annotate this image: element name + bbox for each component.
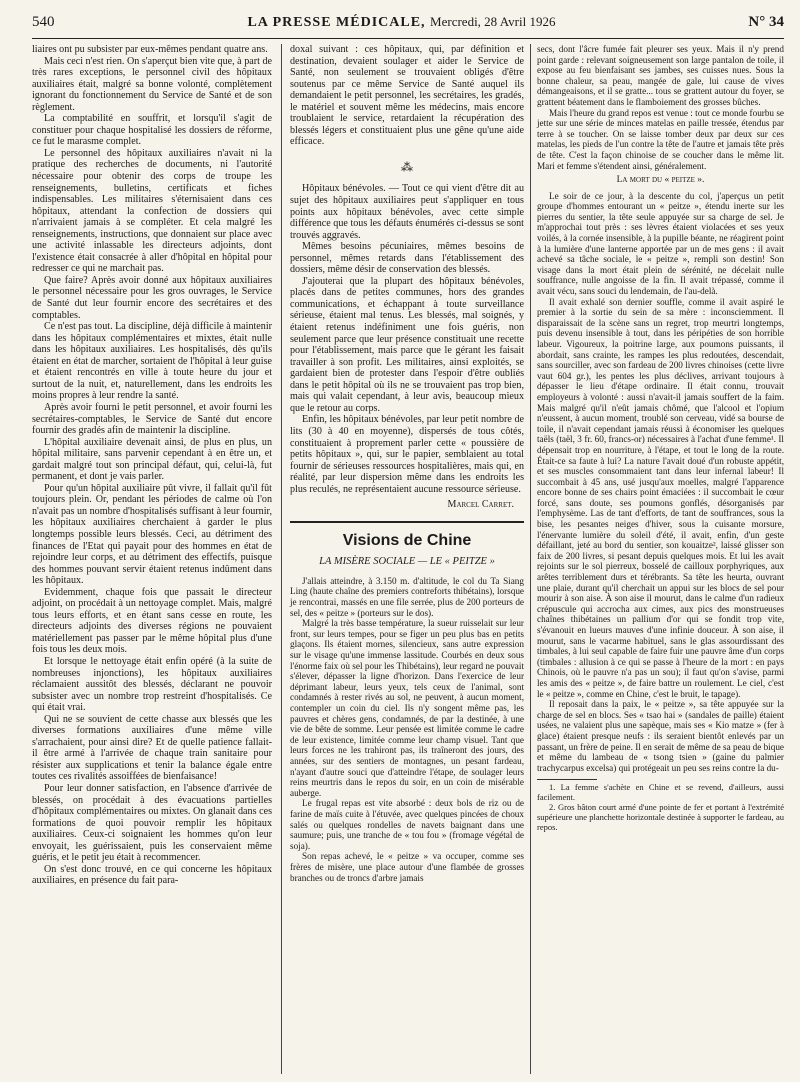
paragraph: Son repas achevé, le « peitze » va occuper, comme ses frères de misère, une place autour d'une flambée de grosses branches ou de troncs d'arbre jamais bbox=[290, 851, 524, 883]
paragraph: Mêmes besoins pécuniaires, mêmes besoins de personnel, mêmes retards dans l'établissement des dossiers, même désir de conservation des blessés. bbox=[290, 241, 524, 276]
paragraph: Qui ne se souvient de cette chasse aux blessés que les diverses formations auxiliaires d'une même ville s'arrachaient, pour ainsi dire? Et de quelle patience fallait-il être armé à l'arrivée de chaque train sanitaire pour résister aux supplications et tenir la balance égale entre toutes ces rivalités assoiffées de bienfaisance! bbox=[32, 713, 272, 783]
paragraph: liaires ont pu subsister par eux-mêmes pendant quatre ans. bbox=[32, 44, 268, 55]
running-title bbox=[55, 14, 749, 31]
footnote: 1. La femme s'achète en Chine et se revend, d'ailleurs, aussi facilement. bbox=[537, 782, 784, 803]
subsection-heading: La mort du « peitze ». bbox=[616, 175, 705, 186]
paragraph: secs, dont l'âcre fumée fait pleurer ses yeux. Mais il n'y prend point garde : relevant soigneusement son large pantalon de toile, il expose au feu bienfaisant ses jambes, ses cuisses nues. Sous la bonne chaleur, sa peau, mangée de gale, lui cause de vives démangeaisons, et il se gratte... tous se grattent autour du foyer, se grattent béatement dans le flamboiement des grosses bûches. bbox=[537, 44, 784, 107]
footnote: 2. Gros bâton court armé d'une pointe de fer et portant à l'extrémité supérieure une planchette horizontale destinée à supporter le fardeau, au repos. bbox=[537, 801, 784, 832]
section-rule bbox=[290, 521, 524, 523]
column-1 bbox=[32, 44, 272, 1076]
paragraph: Enfin, les hôpitaux bénévoles, par leur petit nombre de lits (30 à 40 en moyenne), dispersés de tous côtés, constituaient à proprement parler cette « poussière de petits hôpitaux », qui, sur le papier, semblaient au total fournir de sérieuses ressources hospitalières, mais qui, en réalité, par leur dispersion même dans les endroits les plus reculés, ne représentaient aucune ressource sérieuse. bbox=[290, 414, 524, 495]
paragraph: Et lorsque le nettoyage était enfin opéré (à la suite de nombreuses injonctions), les hôpitaux auxiliaires réclamaient aussitôt des blessés, déclarant ne pouvoir subsister avec un nombre trop restreint d'hospitalisés. Ce qui était vrai. bbox=[32, 655, 272, 714]
paragraph: La comptabilité en souffrit, et lorsqu'il s'agit de constituer pour chaque hospitalisé les dossiers de réforme, ce fut le marasme complet. bbox=[32, 113, 272, 148]
column-divider bbox=[281, 44, 282, 1074]
paragraph: Pour leur donner satisfaction, en l'absence d'arrivée de blessés, on procédait à des évacuations partielles d'hôpitaux complémentaires ou mixtes. On glanait dans ces formations de quoi pouvoir remplir les hôpitaux auxiliaires. Ceux-ci soignaient les hommes qu'on leur envoyait, les guérissaient, puis les conservaient même guéris, et le petit jeu était à recommencer. bbox=[32, 783, 272, 864]
column-2 bbox=[290, 44, 524, 883]
footnote-rule bbox=[537, 779, 597, 780]
section-subtitle: LA MISÈRE SOCIALE — LE « PEITZE » bbox=[319, 556, 495, 568]
page-number: 540 bbox=[32, 14, 55, 30]
section-separator-asterism: ⁂ bbox=[401, 159, 413, 174]
column-divider bbox=[530, 44, 531, 1074]
issue-date: Mercredi, 28 Avril 1926 bbox=[430, 14, 556, 29]
paragraph: Evidemment, chaque fois que passait le directeur adjoint, on procédait à un nettoyage complet. Mais, malgré tous leurs efforts, et en étant sans cesse en route, les directeurs adjoints des diverses régions ne pouvaient matériellement pas passer par le même hôpital plus d'une fois tous les deux mois. bbox=[32, 586, 272, 656]
paragraph: Que faire? Après avoir donné aux hôpitaux auxiliaires le personnel nécessaire pour les gros ouvrages, le Service de Santé dut leur fournir encore des secrétaires et des comptables. bbox=[32, 274, 272, 321]
paragraph: L'hôpital auxiliaire devenait ainsi, de plus en plus, un hôpital militaire, sans parvenir cependant à en être un, et gardait malgré tout son principal défaut, qui, celui-là, fut permanent, et dont je vais parler. bbox=[32, 436, 272, 483]
paragraph: Mais l'heure du grand repos est venue : tout ce monde fourbu se jette sur une série de minces matelas en paille tressée, étendus par terre à se toucher. On se laisse tomber deux par deux sur ces matelas, les pieds de l'un contre la tête de l'autre et jamais tête près de tête. C'est la façon chinoise de se coucher dans le même lit. Mari et femme s'étendent ainsi, généralement. bbox=[537, 107, 784, 171]
paragraph: Ce n'est pas tout. La discipline, déjà difficile à maintenir dans les hôpitaux complémentaires et mixtes, était nulle dans les hôpitaux auxiliaires. Les hospitalisés, dès qu'ils étaient en état de marcher, sortaient de l'hôpital à leur guise et étaient rencontrés en ville à toute heure du jour et surtout de la nuit, et, naturellement, dans les endroits les moins propres à leur rendre la santé. bbox=[32, 321, 272, 402]
paragraph: Mais ceci n'est rien. On s'aperçut bien vite que, à part de très rares exceptions, le personnel civil des hôpitaux auxiliaires était, malgré sa bonne volonté, complètement ignorant du fonctionnement du Service de Santé et de son règlement. bbox=[32, 55, 272, 113]
page-header bbox=[32, 14, 784, 36]
paragraph: On s'est donc trouvé, en ce qui concerne les hôpitaux auxiliaires, en présence du fait para- bbox=[32, 863, 272, 887]
column-3 bbox=[537, 44, 784, 832]
header-rule bbox=[32, 38, 784, 39]
section-title: Visions de Chine bbox=[342, 531, 472, 549]
paragraph: Il avait exhalé son dernier souffle, comme il avait aspiré le premier à la sortie du sein de sa mère : inconsciemment. Il disparaissait de la scène sans un regret, trop meurtri longtemps, puis devenu insensible à tout, dans les péripéties de son horrible labeur. Vigoureux, la poitrine large, aux poumons puissants, il abordait, sans crainte, les rampes les plus redoutées, descendait, sans sourciller, avec son fardeau de 200 livres chinoises (cette livre vaut 604 gr.), les pentes les plus déclives, arrivant toujours à dépasser le lieu d'étape ordinaire. Il était connu, trouvait employeurs à volonté : aussi n'avait-il jamais souffert de la faim. Mais malgré qu'il n'eût jamais chômé, que l'alcool et l'opium n'eussent, à aucun moment, troublé son cerveau, vidé sa bourse de toile, il n'avait cependant jamais réussi à économiser les quelques taëls (taël, 3 fr. 60, francs-or) nécessaires à l'achat d'une femme¹. Il dépensait trop en nourriture, à l'étape, et tout le long de la route. Était-ce sa faute à lui? La nature l'avait doué d'un robuste appétit, et ses muscles consommaient tant dans leur infernal labeur! Il succombait à 45 ans, usé jusqu'aux moelles, malgré l'apparence encore bonne de ses chairs point émaciées : il succombait le cœur forcé, sans doute, ses poumons gonflés, désorganisés par l'emphysème. Las de tant d'efforts, de tant de souffrances, sous la bise, les pesantes neiges d'hiver, sous la cuisante morsure, l'énervante lumière du soleil d'été, il avait, enfin, d'un geste défaillant, jeté au bord du sentier, son kouaitze², laissé glisser son faix de 200 livres, si pesant depuis quelques mois. Et lui les avait rejoints sur le sol pierreux, bosselé de cailloux porphyriques, aux arêtes terriblement durs et térébrants. Sa tête les heurta, ouvrant une plaie, durant qu'il cherchait un appui sur les blocs de sel pour mourir à son aise. À son aise il mourut, dans le calme d'un radieux crépuscule qui accrocha aux cimes, aux pics des monstrueuses chaînes thibétaines un pallium d'or qui se fondit trop vite, s'évanouit en lueurs mauves d'une infinie douceur. À son aise, il mourut, sans le vacarme habituel, sans le glas assourdissant des timbales, à lui seul capable de faire fuir une pauvre âme d'un corps (timbales : allusion à ce qui se passe à l'heure de la mort : en pays Chinois, où le pauvre n'a pas un sou); il faut qu'on s'avise, parmi les amis des « peitze », de faire battre un roulement. Le ciel, c'est le « peitze », comme en Chine, c'est le bruit, le tapage). bbox=[537, 296, 784, 699]
author-signature: Marcel Carret. bbox=[447, 499, 514, 511]
paragraph: Le frugal repas est vite absorbé : deux bols de riz ou de farine de maïs cuite à l'étuvée, avec quelques pincées de choux salés ou quelques rondelles de navets baignant dans une saumure; puis, une tranche de « tou fou » (fromage végétal de soja). bbox=[290, 798, 524, 851]
paragraph: Pour qu'un hôpital auxiliaire pût vivre, il fallait qu'il fût toujours plein. Or, pendant les périodes de calme où l'on n'avait pas un nombre d'hospitalisés suffisant à leur fournir, les hôpitaux auxiliaires cherchaient à garder le plus longtemps possible leurs blessés. Ceci, au détriment des finances de l'Etat qui payait pour des hommes en état de rejoindre leur corps, et au détriment des effectifs, puisque des hommes pouvant servir étaient retenus indûment dans les hôpitaux. bbox=[32, 482, 272, 587]
paragraph: J'ajouterai que la plupart des hôpitaux bénévoles, placés dans de petites communes, hors des grandes communications, et échappant à toute surveillance sérieuse, étaient mal tenus. Les blessés, mal soignés, y étaient retenus indéfiniment une fois guéris, non seulement parce que leur présence constituait une recette pour l'établissement, mais parce que le gérant les faisait travailler à son profit. Les militaires, ainsi exploités, se gardaient bien de protester dans l'espoir d'être oubliés dans le petit hôpital où ils ne se trouvaient pas trop bien, mais qui valait cependant, à leur avis, beaucoup mieux que le retour au corps. bbox=[290, 275, 524, 414]
paragraph: Le personnel des hôpitaux auxiliaires n'avait ni la pratique des recherches de documents, ni l'autorité nécessaire pour obtenir des corps de troupe les renseignements, bulletins, certificats et fiches indispensables. Les militaires s'éternisaient dans ces hôpitaux, attendant la confection de dossiers qui n'arrivaient jamais à se compléter. Et cela malgré les renseignements, instructions, que donnaient sur place avec une activité inlassable les directeurs adjoints, dont l'existence était consacrée à aller d'hôpital en hôpital pour redresser ce qui ne marchait pas. bbox=[32, 147, 272, 275]
paragraph: Malgré la très basse température, la sueur ruisselait sur leur front, sur leurs tempes, pour se figer un peu plus bas en petits glaçons. Ils étaient mornes, silencieux, sans autre expression sur le visage qu'une immense lassitude. Courbés en deux sous l'énorme faix où sel pour les Thibétains), leur regard ne pouvait s'élever, dépasser la ligne d'horizon. Dans l'exercice de leur déprimant labeur, leurs yeux, tels ceux de l'animal, sont condamnés à rester rivés au sol, ne peuvent, à aucun moment, contempler un coin du ciel. Ils n'y songent même pas, les pauvres et chères gens, condamnés, de par la destinée, à une vie de bête de somme. Leur pensée est limitée comme le cadre de leur existence, limitée comme leur champ visuel. Tant que leurs forces ne les trahiront pas, ils traîneront des jours, des années, sur des sentiers de montagnes, un pesant fardeau, n'ayant d'autre souci que d'atteindre l'étape, de soulager leurs reins meurtris dans le repos du soir, en un coin de misérable auberge. bbox=[290, 618, 524, 798]
issue-number: N° 34 bbox=[748, 14, 784, 30]
paragraph: J'allais atteindre, à 3.150 m. d'altitude, le col du Ta Siang Ling (haute chaîne des premiers contreforts thibétains), lorsque je rencontrai, massés en une file serrée, plus de 200 porteurs de sel, des « peitze » (porteurs sur le dos). bbox=[290, 575, 524, 618]
paragraph: Il reposait dans la paix, le « peitze », sa tête appuyée sur la charge de sel en blocs. Ses « tsao hai » (sandales de paille) étaient usées, ne valaient plus une sapèque, mais ses « Kio matze » (fer à glace) étaient presque neufs : ils seraient bientôt enlevés par un passant, un frère de peine. Il en serait de même de sa peau de bique et même du lambeau de « tsong tsien » (gaine du palmier trachycarpus excelsa) qui protégeait un peu ses reins contre la du- bbox=[537, 699, 784, 773]
journal-title: LA PRESSE MÉDICALE, bbox=[247, 15, 426, 30]
paragraph: doxal suivant : ces hôpitaux, qui, par définition et destination, devaient soulager et aider le Service de Santé, non seulement se trouvaient obligés d'être soutenus par ce même Service de Santé auquel ils demandaient le petit personnel, les secrétaires, les gradés, le matériel et souvent même les médecins, mais encore troublaient le service, retardaient la récupération des blessés légers et constituaient plus une gêne qu'une aide efficace. bbox=[290, 44, 524, 148]
paragraph: Le soir de ce jour, à la descente du col, j'aperçus un petit groupe d'hommes entourant un « peitze », étendu inerte sur les pierres du sentier, la tête seule appuyée sur sa charge de sel. Je m'approchai tout près : ses lèvres étaient violacées et ses yeux voilés, à la cornée insensible, à la pupille béante, ne réagirent point à la lumière d'une lanterne apportée par un de mes gens : il avait achevé sa tâche sociale, le « peitze », rempli son destin! Son visage dans la mort était plein de sérénité, ne décelait nulle souffrance, nulle angoisse de la fin. Il avait trépassé, comme il avait vécu, sans souci du lendemain, de l'au-delà. bbox=[537, 190, 784, 297]
paragraph: Hôpitaux bénévoles. — Tout ce qui vient d'être dit au sujet des hôpitaux auxiliaires peut s'appliquer en tous points aux hôpitaux bénévoles, avec cette simple différence que tous les défauts énumérés ci-dessus se sont trouvés aggravés. bbox=[290, 183, 524, 241]
paragraph: Après avoir fourni le petit personnel, et avoir fourni les secrétaires-comptables, le Service de Santé dut encore fournir des gradés afin de maintenir la discipline. bbox=[32, 401, 272, 437]
